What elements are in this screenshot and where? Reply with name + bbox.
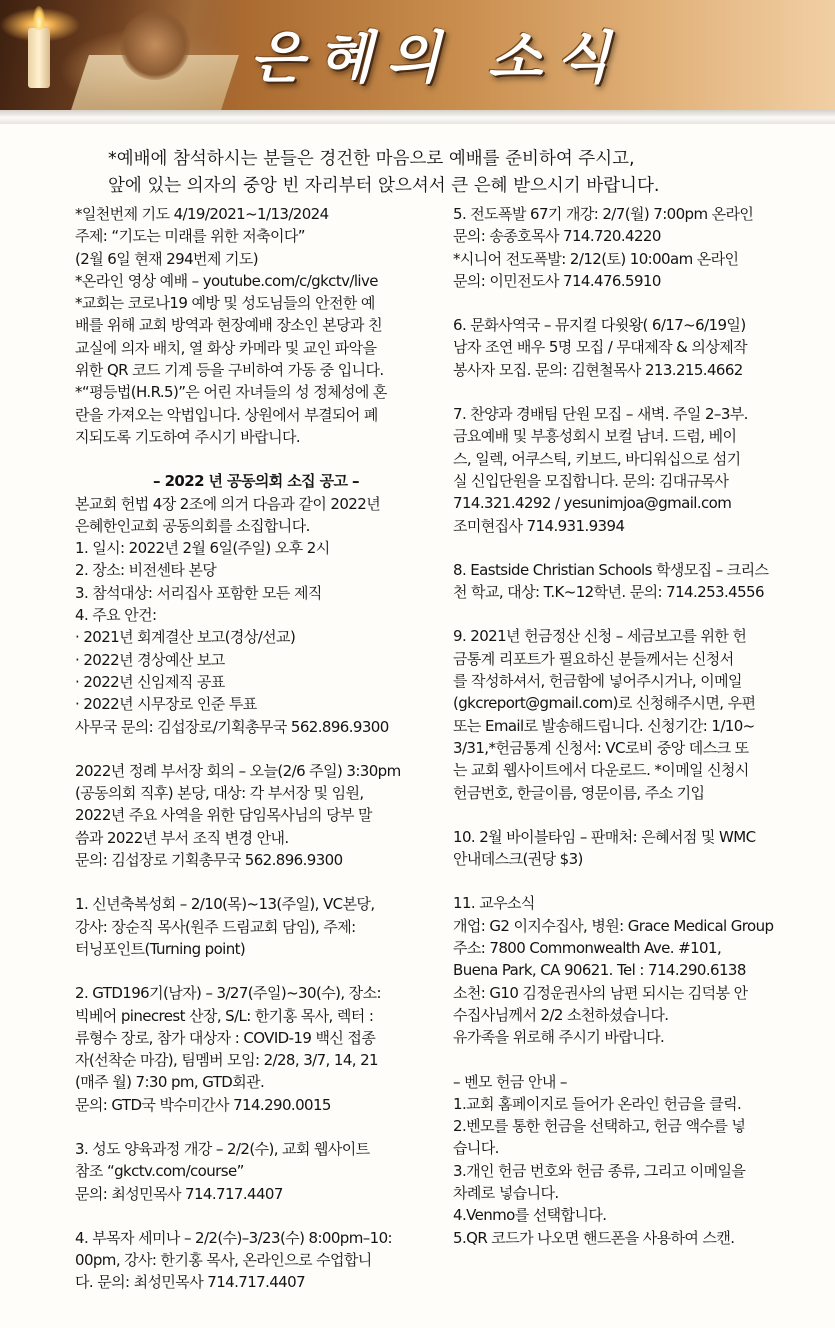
intro-notice <box>108 146 808 200</box>
text-line: 2022년 주요 사역을 위한 담임목사님의 당부 말 <box>75 806 372 825</box>
intro-line: 앞에 있는 의자의 중앙 빈 자리부터 앉으셔서 큰 은혜 받으시기 바랍니다. <box>108 176 660 196</box>
text-line: 차례로 넣습니다. <box>453 1183 559 1202</box>
text-line: 7. 찬양과 경배팀 단원 모집 – 새벽. 주일 2–3부. <box>453 405 748 424</box>
text-line: 9. 2021년 헌금정산 신청 – 세금보고를 위한 헌 <box>453 627 747 646</box>
assembly-title: – 2022 년 공동의회 소집 공고 – <box>153 472 359 491</box>
bible-time-notice <box>453 826 817 871</box>
text-line: 안내데스크(권당 $3) <box>453 850 583 869</box>
text-line: 문의: 이민전도사 714.476.5910 <box>453 271 661 290</box>
text-line: 참조 “gkctv.com/course” <box>75 1162 244 1181</box>
text-line: 천 학교, 대상: T.K~12학년. 문의: 714.253.4556 <box>453 583 764 602</box>
text-line: 소천: G10 김정운권사의 남편 되시는 김덕봉 안 <box>453 983 748 1002</box>
worship-team-notice <box>453 403 817 537</box>
offering-report-notice <box>453 625 817 803</box>
text-line: 금요예배 및 부흥성회시 보컬 남녀. 드럼, 베이 <box>453 427 737 446</box>
text-line: 스, 일렉, 어쿠스틱, 키보드, 바디워십으로 섬기 <box>453 449 741 468</box>
text-line: 주소: 7800 Commonwealth Ave. #101, <box>453 939 722 958</box>
text-line: (공동의회 직후) 본당, 대상: 각 부서장 및 임원, <box>75 784 364 803</box>
text-line: 다. 문의: 최성민목사 714.717.4407 <box>75 1273 306 1292</box>
text-line: 4. 부목자 세미나 – 2/2(수)–3/23(수) 8:00pm–10: <box>75 1228 392 1247</box>
text-line: 류형수 장로, 참가 대상자 : COVID-19 백신 접종 <box>75 1028 376 1047</box>
text-line: 빅베어 pinecrest 산장, S/L: 한기홍 목사, 렉터 : <box>75 1006 374 1025</box>
header-banner <box>0 0 835 110</box>
text-line: 8. Eastside Christian Schools 학생모집 – 크리스 <box>453 560 769 579</box>
text-line: 1. 일시: 2022년 2월 6일(주일) 오후 2시 <box>75 539 330 558</box>
text-line: · 2021년 회계결산 보고(경상/선교) <box>75 628 296 647</box>
text-line: 은혜한인교회 공동의회를 소집합니다. <box>75 516 310 535</box>
text-line: 터닝포인트(Turning point) <box>75 939 246 958</box>
school-notice <box>453 559 817 604</box>
text-line: 는 교회 웹사이트에서 다운로드. *이메일 신청시 <box>453 761 749 780</box>
text-line: 본교회 헌법 4장 2조에 의거 다음과 같이 2022년 <box>75 494 381 513</box>
venmo-offering-guide <box>453 1071 817 1249</box>
text-line: 씀과 2022년 부서 조직 변경 안내. <box>75 828 289 847</box>
text-line: 4.Venmo를 선택합니다. <box>453 1206 607 1225</box>
text-line: 배를 위해 교회 방역과 현장예배 장소인 본당과 친 <box>75 316 382 335</box>
text-line: 4. 주요 안건: <box>75 606 157 625</box>
gtd-notice <box>75 982 437 1116</box>
text-line: 문의: 김섭장로 기획총무국 562.896.9300 <box>75 851 343 870</box>
text-line: 교실에 의자 배치, 열 화상 카메라 및 교인 파악을 <box>75 338 377 357</box>
text-line: 조미현집사 714.931.9394 <box>453 516 625 535</box>
text-line: 2.벤모를 통한 헌금을 선택하고, 헌금 액수를 넣 <box>453 1117 746 1136</box>
text-line: 수집사님께서 2/2 소천하셨습니다. <box>453 1005 669 1024</box>
text-line: 를 작성하셔서, 헌금함에 넣어주시거나, 이메일 <box>453 672 742 691</box>
text-line: 714.321.4292 / yesunimjoa@gmail.com <box>453 494 732 513</box>
page-title: 은혜의 소식 <box>250 25 624 91</box>
text-line: 실 신입단원을 모집합니다. 문의: 김대규목사 <box>453 471 729 490</box>
text-line: 금통계 리포트가 필요하신 분들께서는 신청서 <box>453 649 734 668</box>
text-line: · 2022년 시무장로 인준 투표 <box>75 695 257 714</box>
evangelism-notice <box>453 203 817 292</box>
text-line: *일천번제 기도 4/19/2021~1/13/2024 <box>75 205 329 223</box>
text-line: 개업: G2 이지수집사, 병원: Grace Medical Group <box>453 916 774 935</box>
member-news <box>453 892 817 1048</box>
text-line: · 2022년 경상예산 보고 <box>75 650 225 669</box>
text-line: 5. 전도폭발 67기 개강: 2/7(월) 7:00pm 온라인 <box>453 205 754 223</box>
praying-hands-image <box>120 10 190 80</box>
text-line: Buena Park, CA 90621. Tel : 714.290.6138 <box>453 961 746 980</box>
text-line: 위한 QR 코드 기계 등을 구비하여 가동 중 입니다. <box>75 361 384 380</box>
text-line: 6. 문화사역국 – 뮤지컬 다윗왕( 6/17~6/19일) <box>453 316 746 335</box>
intro-line: *예배에 참석하시는 분들은 경건한 마음으로 예배를 준비하여 주시고, <box>108 149 635 169</box>
text-line: 2. 장소: 비전센타 본당 <box>75 561 217 580</box>
candle-image <box>28 28 50 88</box>
general-notices <box>75 203 437 448</box>
text-line: 문의: 최성민목사 714.717.4407 <box>75 1184 283 1203</box>
seminar-notice <box>75 1227 437 1294</box>
discipleship-notice <box>75 1138 437 1205</box>
text-line: 3. 성도 양육과정 개강 – 2/2(수), 교회 웹사이트 <box>75 1139 370 1158</box>
text-line: 사무국 문의: 김섭장로/기획총무국 562.896.9300 <box>75 717 389 736</box>
text-line: (매주 월) 7:30 pm, GTD회관. <box>75 1073 265 1092</box>
text-line: 1. 신년축복성회 – 2/10(목)~13(주일), VC본당, <box>75 895 375 914</box>
text-line: 3.개인 헌금 번호와 헌금 종류, 그리고 이메일을 <box>453 1161 746 1180</box>
text-line: 3. 참석대상: 서리집사 포함한 모든 제직 <box>75 583 322 602</box>
text-line: 10. 2월 바이블타임 – 판매처: 은혜서점 및 WMC <box>453 827 756 846</box>
text-line: 문의: GTD국 박수미간사 714.290.0015 <box>75 1095 331 1114</box>
text-line: 1.교회 홈페이지로 들어가 온라인 헌금을 클릭. <box>453 1094 742 1113</box>
text-line: 봉사자 모집. 문의: 김현철목사 213.215.4662 <box>453 360 743 379</box>
text-line: (gkcreport@gmail.com)로 신청해주시면, 우편 <box>453 694 756 713</box>
text-line: (2월 6일 현재 294번제 기도) <box>75 249 259 268</box>
text-line: 강사: 장순직 목사(원주 드림교회 담임), 주제: <box>75 917 356 936</box>
candle-flame-icon <box>33 6 45 30</box>
text-line: 00pm, 강사: 한기홍 목사, 온라인으로 수업합니 <box>75 1251 372 1270</box>
text-line: *시니어 전도폭발: 2/12(토) 10:00am 온라인 <box>453 249 739 268</box>
text-line: – 벤모 헌금 안내 – <box>453 1072 567 1091</box>
text-line: 란을 가져오는 악법입니다. 상원에서 부결되어 폐 <box>75 405 378 424</box>
text-line: 2022년 정례 부서장 회의 – 오늘(2/6 주일) 3:30pm <box>75 761 401 780</box>
text-line: 지되도록 기도하여 주시기 바랍니다. <box>75 427 301 446</box>
text-line: 남자 조연 배우 5명 모집 / 무대제작 & 의상제작 <box>453 338 747 357</box>
musical-notice <box>453 314 817 381</box>
text-line: *교회는 코로나19 예방 및 성도님들의 안전한 예 <box>75 294 375 313</box>
prayer-candle-photo <box>0 0 240 110</box>
text-line: 유가족을 위로해 주시기 바랍니다. <box>453 1028 665 1047</box>
text-line: 자(선착순 마감), 팀멤버 모임: 2/28, 3/7, 14, 21 <box>75 1051 378 1070</box>
text-line: 2. GTD196기(남자) – 3/27(주일)~30(수), 장소: <box>75 984 381 1003</box>
text-line: 또는 Email로 발송해드립니다. 신청기간: 1/10~ <box>453 716 755 735</box>
text-line: 주제: “기도는 미래를 위한 저축이다” <box>75 227 305 246</box>
text-line: 11. 교우소식 <box>453 894 535 913</box>
text-line: · 2022년 신임제직 공표 <box>75 672 225 691</box>
text-line: 헌금번호, 한글이름, 영문이름, 주소 기입 <box>453 783 705 802</box>
text-line: 3/31,*헌금통계 신청서: VC로비 중앙 데스크 또 <box>453 738 749 757</box>
header-divider <box>0 110 835 124</box>
right-column <box>453 203 817 1249</box>
text-line: *온라인 영상 예배 – youtube.com/c/gkctv/live <box>75 271 378 290</box>
text-line: 습니다. <box>453 1139 499 1158</box>
department-meeting-notice <box>75 760 437 871</box>
text-line: 5.QR 코드가 나오면 핸드폰을 사용하여 스캔. <box>453 1228 735 1247</box>
left-column <box>75 203 437 1294</box>
assembly-notice <box>75 493 437 738</box>
text-line: *“평등법(H.R.5)”은 어린 자녀들의 성 정체성에 혼 <box>75 383 387 402</box>
revival-notice <box>75 893 437 960</box>
text-line: 문의: 송종호목사 714.720.4220 <box>453 227 661 246</box>
